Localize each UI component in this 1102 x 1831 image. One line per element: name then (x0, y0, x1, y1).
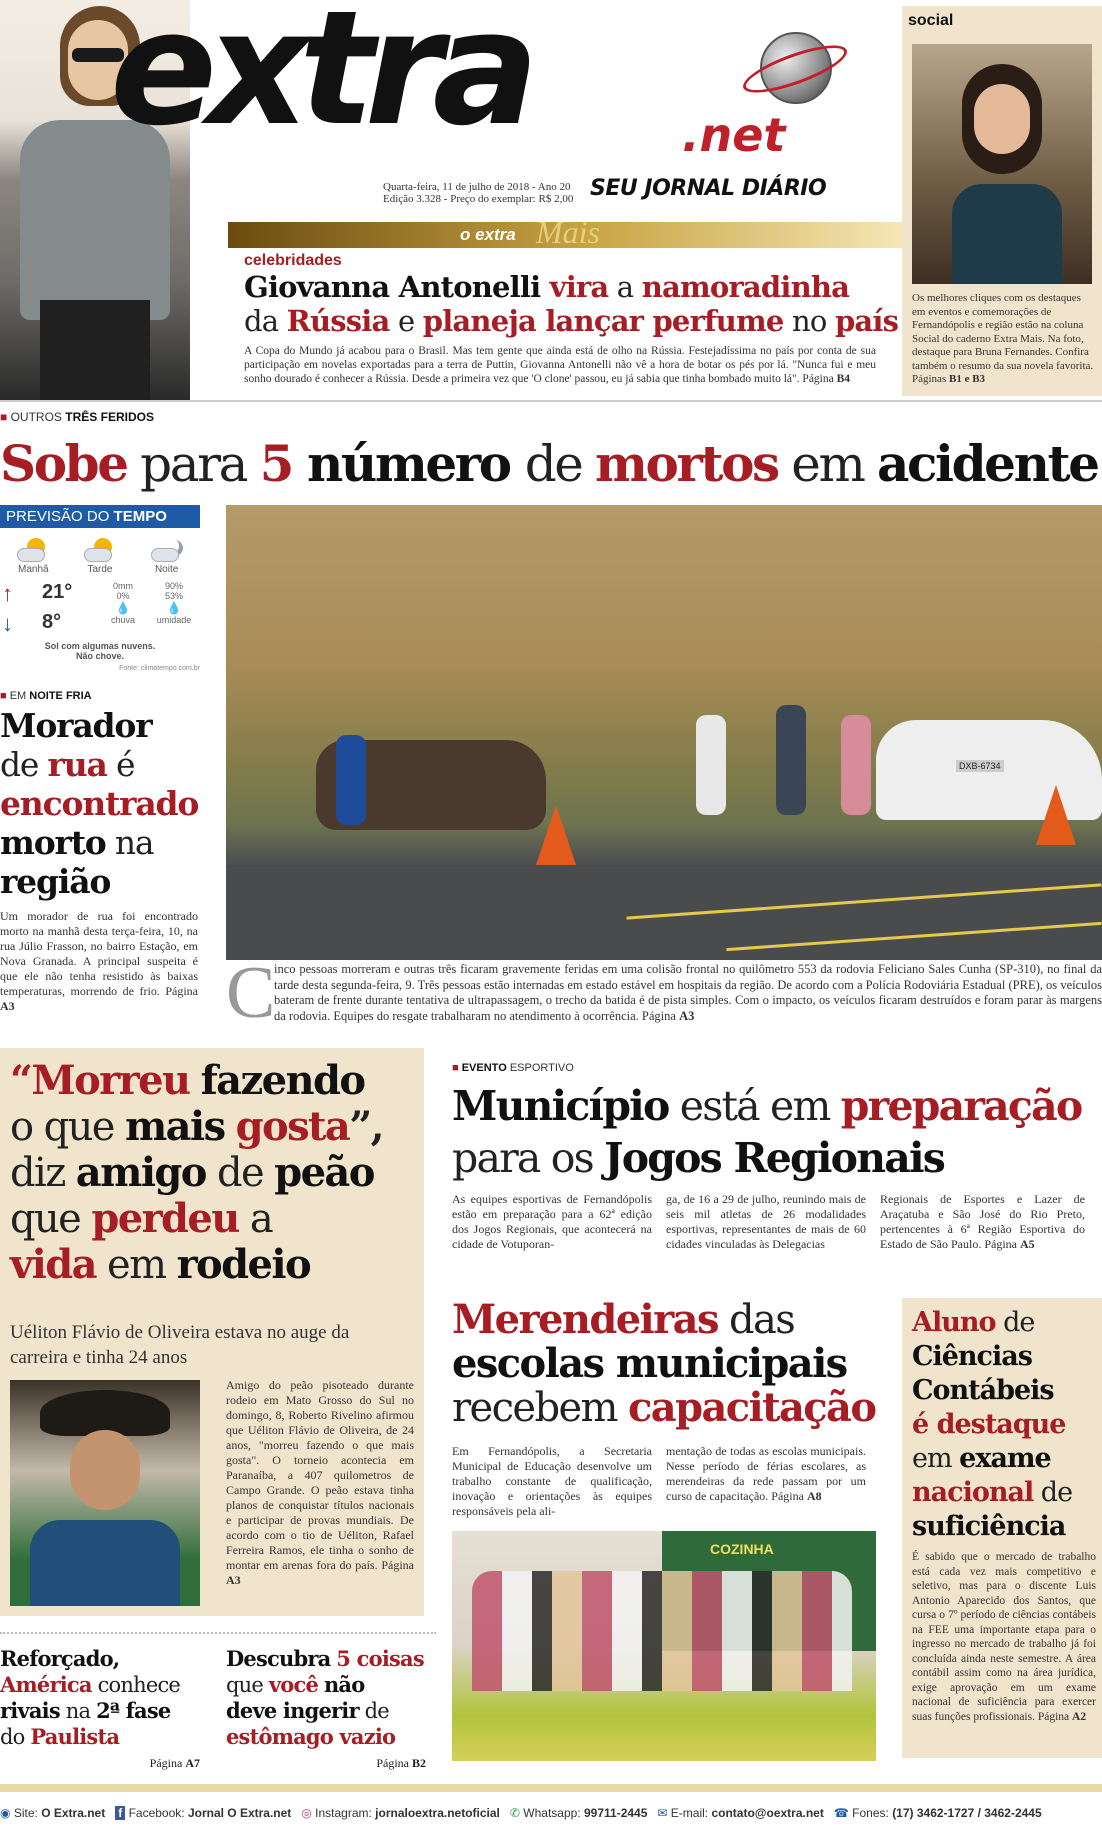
edition-line: Edição 3.328 - Preço do exemplar: R$ 2,00 (383, 193, 574, 205)
footer-facebook[interactable]: f Facebook: Jornal O Extra.net (115, 1806, 291, 1820)
phone-icon: ☎ (833, 1806, 849, 1820)
jogos-col-3: Regionais de Esportes e Lazer de Araçatuba e São José do Rio Preto, pertencentes à 6ª Região Esportiva do Estado de São Paulo. Página A5 (880, 1192, 1085, 1251)
supplement-script: Mais (536, 214, 600, 250)
celebrity-body: A Copa do Mundo já acabou para o Brasil. Mas tem gente que ainda está de olho na Rússia. Festejadíssima no país por conta de sua participação em novelas exportadas para a terra de Puttin, Giovanna Antonelli não vê a hora de botar os pés por lá. "Nunca fui e meu sonho dourado é conhecer a Rússia. Desde a primeira vez que 'O clone' passou, eu já sabia que tinha bombado muito lá". Página B4 (244, 345, 876, 385)
estomago-page: Página B2 (376, 1756, 426, 1770)
tagline: SEU JORNAL DIÁRIO (590, 176, 827, 201)
peao-story[interactable] (0, 1048, 424, 1616)
celebrity-story[interactable] (244, 252, 899, 386)
merendeiras-story[interactable] (452, 1298, 876, 1761)
peao-subhead: Uéliton Flávio de Oliveira estava no auge da carreira e tinha 24 anos (10, 1322, 350, 1368)
main-headline: Sobe para 5 número de mortos em acidente (0, 434, 1098, 493)
merendeiras-col-1: Em Fernandópolis, a Secretaria Municipal de Educação desenvolve um trabalho constante de qualificação, inovação e orientações às equipes responsáveis pela ali- (452, 1444, 652, 1518)
sun-cloud-icon (15, 538, 51, 564)
america-headline: Reforçado, América conhece rivais na 2ª fase do Paulista (0, 1646, 181, 1749)
weather-summary: Sol com algumas nuvens. Não chove. (44, 641, 156, 661)
aluno-body: É sabido que o mercado de trabalho está cada vez mais competitivo e seletivo, mas para o discente Luis Antonio Aparecido dos Santos, que cursa o 7º período de ciências contábeis na FEE uma importante etapa para o ingresso no mercado de trabalho já foi concluída ainda neste semestre. A área contábil assim como na área jurídica, exige aprovação em um exame nacional de suficiência para exercer suas funções profissionais. Página A2 (912, 1551, 1096, 1723)
logo-main: extra (110, 0, 530, 161)
estomago-headline: Descubra 5 coisas que você não deve ingerir de estômago vazio (226, 1646, 424, 1749)
morador-headline: Morador de rua é encontrado morto na região (0, 706, 199, 901)
temp-down-arrow-icon: ↓ (2, 611, 13, 636)
america-teaser[interactable] (0, 1646, 200, 1771)
max-temp: 21° (42, 581, 73, 603)
footer-whatsapp[interactable]: ✆ Whatsapp: 99711-2445 (509, 1806, 648, 1820)
weather-period-night: Noite (149, 538, 185, 575)
teaser-divider (0, 1632, 436, 1634)
jogos-col-2: ga, de 16 a 29 de julho, reunindo mais de seis mil atletas de 26 modalidades esportivas, representantes de mais de 60 cidades vinculadas às Delegacias (666, 1192, 866, 1251)
aluno-headline: Aluno de Ciências Contábeis é destaque em exame nacional de suficiência (912, 1307, 1073, 1542)
peao-headline: “Morreu fazendo o que mais gosta”, diz amigo de peão que perdeu a vida em rodeio (10, 1057, 383, 1288)
whatsapp-icon: ✆ (509, 1806, 520, 1820)
globe-small-icon: ◉ (0, 1806, 11, 1820)
social-body: Os melhores cliques com os destaques em eventos e comemorações de Fernandópolis e região estão na coluna Social do caderno Extra Mais. Na foto, destaque para Bruna Fernandes. Confira também o resumo da sua novela favorita. Páginas B1 e B3 (912, 292, 1094, 385)
weather-period-afternoon: Tarde (82, 538, 118, 575)
accident-photo (226, 505, 1102, 960)
sun-cloud-icon (82, 538, 118, 564)
weather-period-morning: Manhã (15, 538, 51, 575)
main-kicker: ■ OUTROS TRÊS FERIDOS (0, 410, 154, 424)
jogos-col-1: As equipes esportivas de Fernandópolis estão em preparação para a 62ª edição dos Jogos Regionais, que acontecerá na cidade de Votuporan- (452, 1192, 652, 1251)
raindrop-icon: 💧 (115, 601, 131, 615)
min-temp: 8° (42, 611, 62, 633)
jogos-story[interactable] (452, 1062, 1102, 1252)
social-label: social (908, 12, 954, 29)
weather-source: Fonte: climatempo.com.br (119, 665, 200, 672)
humidity-info: 90% 53% 💧 umidade (154, 581, 194, 625)
footer (0, 1800, 1102, 1826)
temp-up-arrow-icon: ↑ (2, 581, 13, 606)
america-page: Página A7 (149, 1756, 200, 1770)
merendeiras-col-2: mentação de todas as escolas municipais. Nesse período de férias escolares, as merendeiras da rede passam por um curso de capacitação. Página A8 (666, 1444, 866, 1503)
instagram-icon: ◎ (301, 1806, 312, 1820)
weather-title: PREVISÃO DO TEMPO (0, 505, 200, 528)
date-line: Quarta-feira, 11 de julho de 2018 - Ano 20 (383, 181, 571, 193)
footer-email[interactable]: ✉ E-mail: contato@oextra.net (657, 1806, 824, 1820)
jogos-kicker: ■ EVENTO ESPORTIVO (452, 1062, 574, 1074)
jogos-headline: Município está em preparação para os Jogos Regionais (452, 1082, 1082, 1182)
footer-instagram[interactable]: ◎ Instagram: jornaloextra.netoficial (301, 1806, 500, 1820)
footer-phone[interactable]: ☎ Fones: (17) 3462-1727 / 3462-2445 (833, 1806, 1042, 1820)
logo-net: .net (682, 108, 786, 162)
banner-text: COZINHA (710, 1541, 774, 1557)
top-divider (0, 400, 1102, 402)
footer-rule (0, 1784, 1102, 1792)
merendeiras-headline: Merendeiras das escolas municipais recebem capacitação (452, 1296, 876, 1431)
social-box[interactable] (902, 6, 1102, 396)
facebook-icon: f (115, 1806, 125, 1820)
morador-body: Um morador de rua foi encontrado morto na manhã desta terça-feira, 10, na rua Júlio Frasson, no bairro Estação, em Nova Granada. A principal suspeita é que ele não tenha resistido às baixas temperaturas, morrendo de frio. Página A3 (0, 909, 198, 1013)
celebrity-headline-2: da Rússia e planeja lançar perfume no país (244, 304, 899, 338)
footer-site[interactable]: ◉ Site: O Extra.net (0, 1806, 106, 1820)
drop-cap: C (226, 952, 276, 1034)
license-plate: DXB-6734 (956, 760, 1004, 772)
celebrity-kicker: celebridades (244, 252, 342, 269)
estomago-teaser[interactable] (226, 1646, 426, 1771)
aluno-story[interactable] (902, 1298, 1102, 1758)
email-icon: ✉ (657, 1806, 668, 1820)
merendeiras-photo (452, 1531, 876, 1761)
peao-body: Amigo do peão pisoteado durante rodeio em Mato Grosso do Sul no domingo, 8, Roberto Rivelino afirmou que Uéliton Flávio de Oliveira, de 24 anos, "morreu fazendo o que mais gosta". O torneio acontecia em Paranaíba, a 407 quilometros de Campo Grande. O peão estava tinha planos de conquistar títulos nacionais e participar de provas mundiais. De acordo com o tio de Uéliton, Rafael Ferreira Ramos, ele tinha o sonho de montar em arenas fora do país. Página A3 (226, 1378, 414, 1587)
supplement-bar (228, 214, 902, 250)
supplement-label: o extra (460, 225, 516, 244)
humidity-drop-icon: 💧 (166, 601, 182, 615)
masthead (0, 0, 902, 230)
peao-photo (10, 1380, 200, 1606)
celebrity-headline-1: Giovanna Antonelli vira a namoradinha (244, 270, 850, 304)
main-body: C inco pessoas morreram e outras três ficaram gravemente feridas em uma colisão frontal no quilômetro 553 da rodovia Feliciano Sales Cunha (SP-310), no final da tarde desta segunda-feira, 9. Três pessoas estão internadas em estado estável em hospitais da região. De acordo com a Polícia Rodoviária Estadual (PRE), os veículos bateram de frente durante tentativa de ultrapassagem, o trecho da batida é de pista simples. Com o impacto, os veículos ficaram destruídos e foram parar às margens da rodovia. Equipes do resgate trabalharam no atendimento à ocorrência. Página A3 (226, 952, 1102, 1034)
rain-info: 0mm 0% 💧 chuva (108, 581, 138, 625)
moon-cloud-icon (149, 538, 185, 564)
morador-story[interactable] (0, 690, 200, 1014)
social-photo (912, 44, 1092, 284)
morador-kicker: ■ EM NOITE FRIA (0, 690, 92, 702)
weather-box (0, 505, 200, 690)
